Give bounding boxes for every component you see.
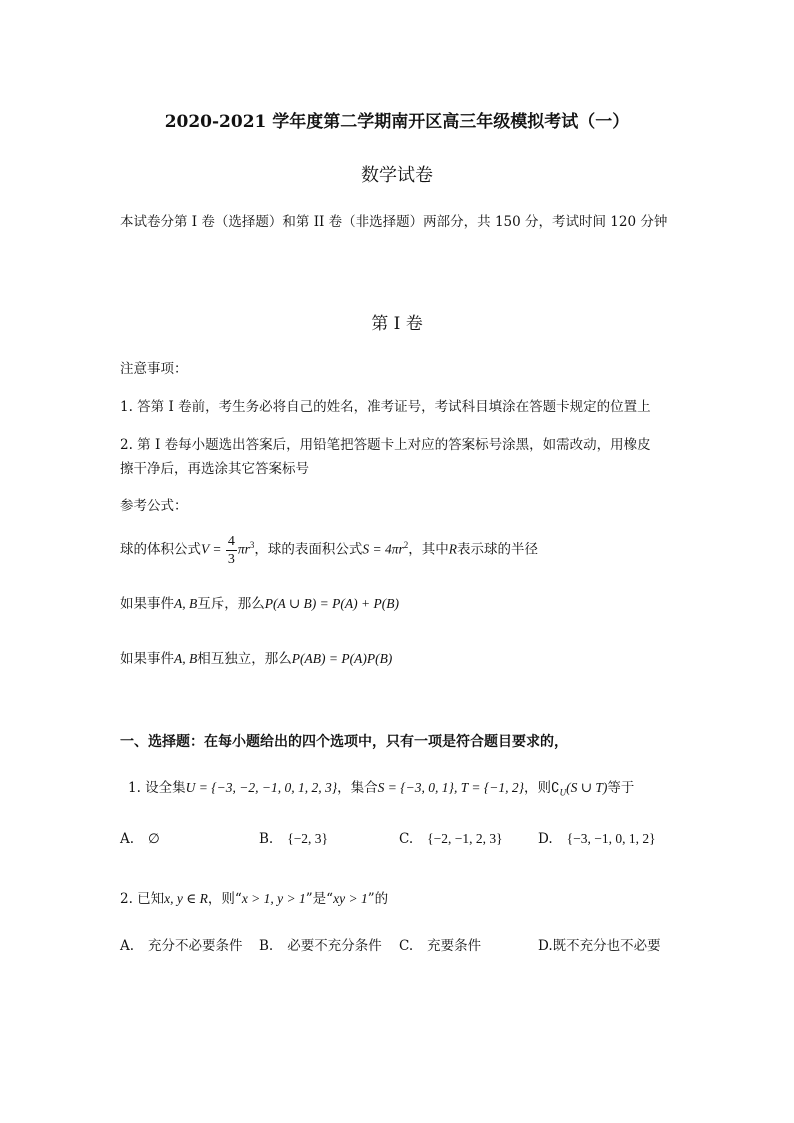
sphere-suffix-a: ，其中 — [408, 541, 449, 558]
q2-option-b[interactable] — [259, 934, 382, 954]
q2-conclusion: xy > 1 — [333, 891, 368, 906]
q2-stem-c: ，则“ — [207, 891, 242, 907]
notes-heading: 注意事项： — [120, 361, 188, 377]
sphere-formula-line — [120, 528, 538, 568]
fraction-four-thirds — [226, 533, 237, 568]
option-label: B. — [259, 938, 274, 954]
indep-formula: P(AB) = P(A)P(B) — [291, 651, 393, 666]
mutex-formula-line — [120, 592, 399, 612]
question-2-stem — [120, 887, 388, 907]
option-label: D. — [538, 831, 553, 847]
q1-stem-c: ，集合 — [337, 780, 378, 796]
sphere-volume-lhs: V = — [201, 541, 225, 557]
option-label: C. — [399, 938, 414, 954]
option-text: 充分不必要条件 — [148, 938, 243, 954]
option-text: 既不充分也不必要 — [552, 938, 661, 954]
indep-mid: 相互独立，那么 — [197, 651, 292, 667]
radius-symbol: R — [448, 541, 458, 557]
q1-stem-h: 等于 — [607, 780, 635, 796]
q1-universal-set: U = {−3, −2, −1, 0, 1, 2, 3} — [185, 780, 338, 795]
option-label: D. — [538, 938, 553, 954]
sphere-prefix: 球的体积公式 — [120, 541, 201, 558]
option-text: {−3, −1, 0, 1, 2} — [566, 831, 656, 846]
mutex-mid: 互斥，那么 — [197, 596, 265, 612]
exam-subtitle: 数学试卷 — [361, 165, 433, 186]
option-text: {−2, 3} — [287, 831, 329, 846]
complement-symbol: ∁ — [550, 780, 560, 795]
indep-prefix: 如果事件 — [120, 651, 174, 667]
q1-option-c[interactable] — [399, 831, 503, 847]
option-label: C. — [399, 831, 414, 847]
option-text: 充要条件 — [427, 938, 482, 954]
complement-subscript: U — [559, 787, 567, 798]
q1-stem-e: ，则 — [523, 780, 551, 796]
q1-stem-a: 1. 设全集 — [128, 780, 186, 796]
note-item-2: 2. 第 I 卷每小题选出答案后，用铅笔把答题卡上对应的答案标号涂黑，如需改动，用橡皮 — [120, 437, 651, 453]
q2-option-c[interactable] — [399, 934, 481, 954]
q1-option-a[interactable] — [120, 831, 160, 847]
option-text: {−2, −1, 2, 3} — [427, 831, 503, 846]
option-label: A. — [120, 938, 135, 954]
fraction-numerator: 4 — [227, 533, 235, 549]
sphere-volume-rhs: πr — [237, 541, 250, 557]
sphere-suffix-b: 表示球的半径 — [457, 541, 539, 558]
exam-description: 本试卷分第 I 卷（选择题）和第 II 卷（非选择题）两部分，共 150 分，考试时间 120 分钟 — [120, 214, 668, 230]
q2-domain: x, y ∈ R — [164, 891, 208, 906]
volume-title: 第 I 卷 — [371, 314, 423, 334]
option-text: 必要不充分条件 — [287, 938, 382, 954]
q2-stem-a: 2. 已知 — [120, 891, 165, 907]
mutex-formula: P(A ∪ B) = P(A) + P(B) — [264, 596, 399, 611]
sphere-area-formula: S = 4πr — [362, 541, 404, 557]
q2-stem-e: ”是“ — [305, 891, 334, 907]
exponent-three: 3 — [249, 540, 255, 550]
q2-condition: x > 1, y > 1 — [241, 891, 306, 906]
option-text: ∅ — [148, 831, 160, 846]
q1-sets-s-t: S = {−3, 0, 1}, T = {−1, 2} — [377, 780, 524, 795]
indep-events: A, B — [174, 651, 198, 666]
exam-title: 2020-2021 学年度第二学期南开区高三年级模拟考试（一） — [164, 112, 630, 132]
mutex-prefix: 如果事件 — [120, 596, 174, 612]
option-label: A. — [120, 831, 135, 847]
formulas-heading: 参考公式： — [120, 498, 188, 514]
independence-formula-line — [120, 647, 392, 667]
sphere-mid: ，球的表面积公式 — [254, 541, 363, 558]
question-1-stem — [128, 776, 634, 798]
q2-option-a[interactable] — [120, 934, 243, 954]
q1-option-d[interactable] — [538, 831, 656, 847]
exponent-two: 2 — [403, 540, 409, 550]
note-item-2-continued: 擦干净后，再选涂其它答案标号 — [120, 461, 309, 477]
mutex-events: A, B — [174, 596, 198, 611]
fraction-denominator: 3 — [227, 551, 235, 567]
q1-union: (S ∪ T) — [566, 780, 608, 795]
q2-option-d[interactable] — [538, 934, 661, 954]
q2-stem-g: ”的 — [367, 891, 389, 907]
note-item-1: 1. 答第 I 卷前，考生务必将自己的姓名，准考证号，考试科目填涂在答题卡规定的位置上 — [120, 399, 651, 415]
q1-option-b[interactable] — [259, 831, 328, 847]
section-heading: 一、选择题：在每小题给出的四个选项中，只有一项是符合题目要求的， — [120, 734, 568, 750]
option-label: B. — [259, 831, 274, 847]
